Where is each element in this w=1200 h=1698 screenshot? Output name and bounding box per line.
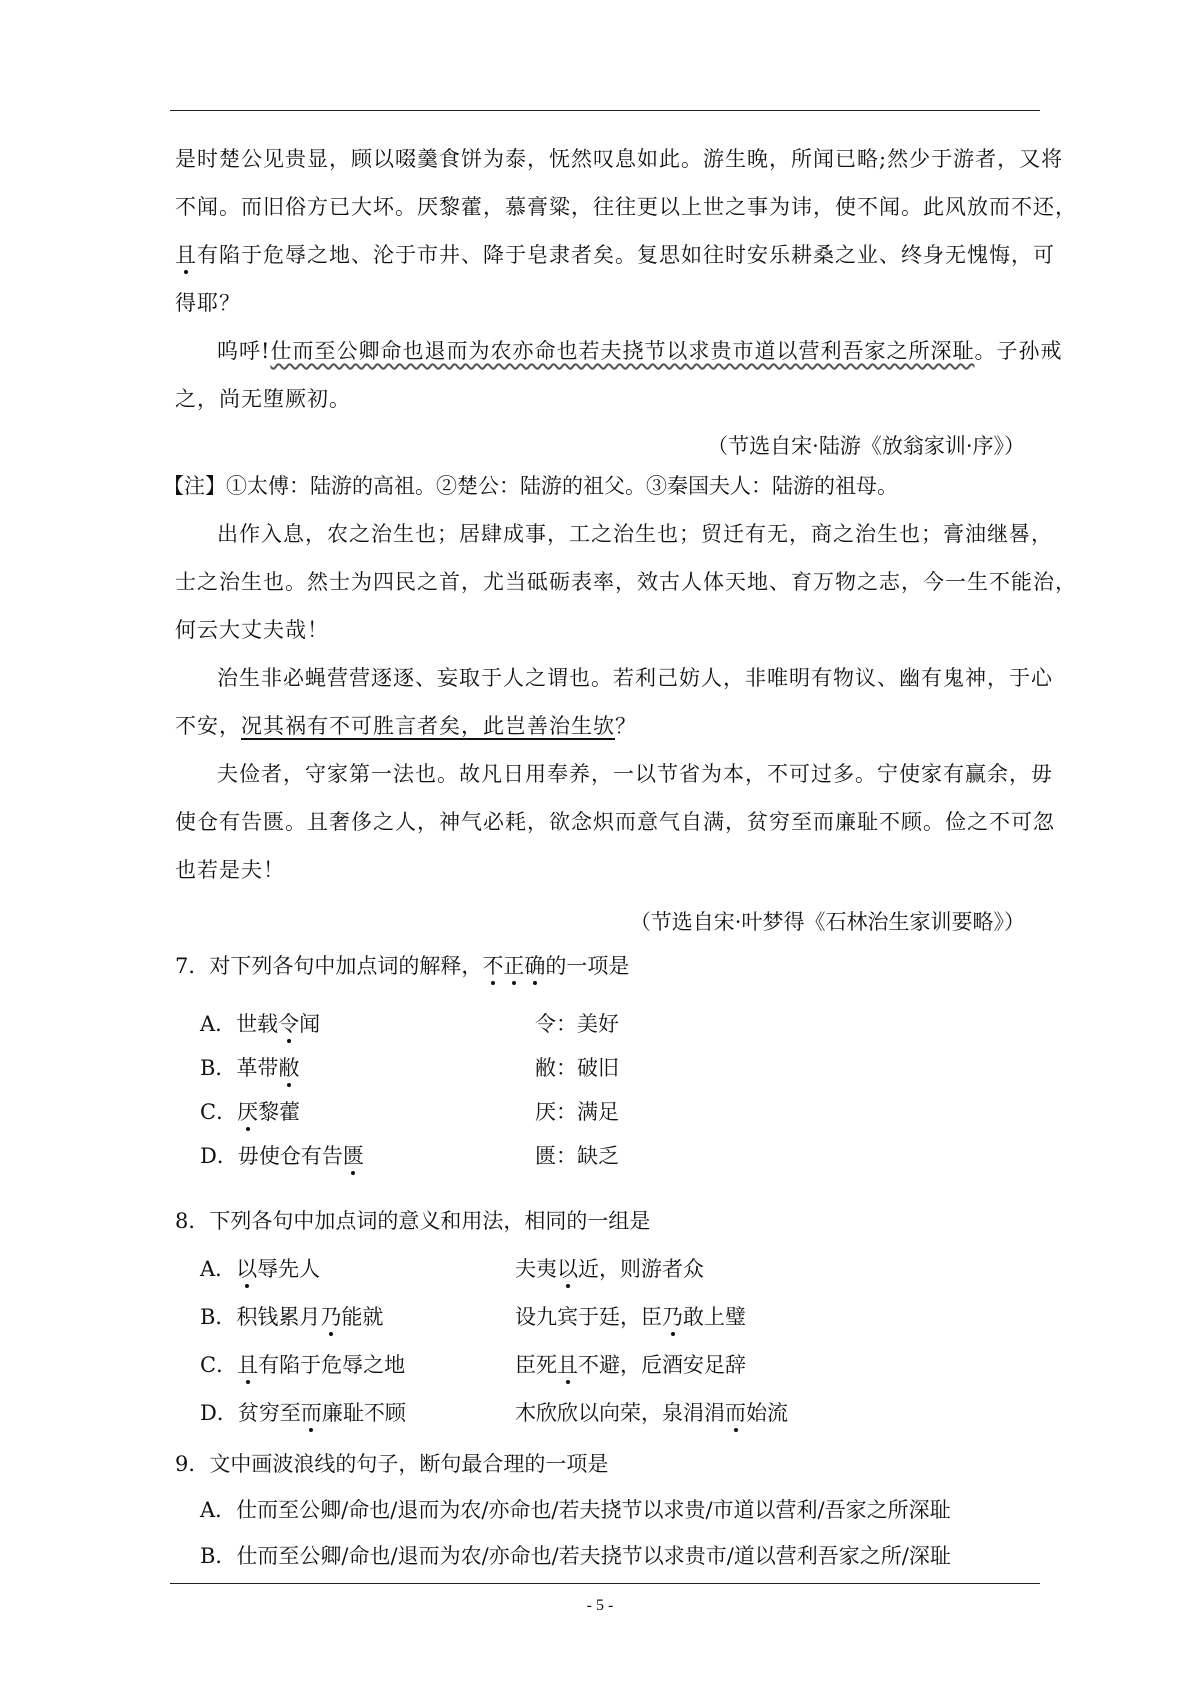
passage2-line: 何云大丈夫哉！ — [175, 618, 329, 642]
option-label: B． — [200, 1544, 237, 1568]
option-text: 设九宾于廷，臣 — [515, 1305, 662, 1329]
passage1-line: 不闻。而旧俗方已大坏。厌黎藿，慕膏粱，往往更以上世之事为讳，使不闻。此风放而不还， — [175, 195, 1077, 219]
source-citation: （节选自宋·陆游《放翁家训·序》） — [707, 434, 1025, 458]
wavy-underlined-sentence: 仕而至公卿命也退而为农亦命也若夫挠节以求贵市道以营利吾家之所深耻 — [270, 339, 975, 363]
option-text: 敢上璧 — [683, 1305, 746, 1329]
emphasis-char: 正 — [503, 954, 525, 978]
option-text: 能就 — [341, 1305, 384, 1329]
question-8-option-compare — [515, 1349, 746, 1379]
emphasis-char: 以 — [557, 1257, 578, 1281]
option-text: 黎藿 — [258, 1100, 301, 1124]
passage1-para2 — [175, 327, 1063, 375]
option-text: 仕而至公卿/命也/退而为农/亦命也/若夫挠节以求贵市/道以营利吾家之所/深耻 — [236, 1544, 951, 1568]
question-8-option-compare — [515, 1253, 704, 1283]
passage1-line: 是时楚公见贵显，顾以啜羹食饼为泰，怃然叹息如此。游生晚，所闻已略;然少于游者，又将 — [175, 147, 1064, 171]
question-8-stem: 8．下列各句中加点词的意义和用法，相同的一组是 — [175, 1209, 651, 1233]
stem-part: 7．对下列各句中加点词的解释， — [175, 954, 483, 978]
option-label: A． — [200, 1012, 237, 1036]
line-tail: ？ — [615, 714, 637, 738]
question-7-gloss: 敝：破旧 — [535, 1056, 619, 1080]
question-9-stem: 9．文中画波浪线的句子，断句最合理的一项是 — [175, 1452, 609, 1476]
option-label: B． — [200, 1056, 237, 1080]
emphasized-word — [482, 954, 545, 978]
option-text: 始流 — [746, 1401, 788, 1425]
question-7-gloss: 令：美好 — [535, 1012, 619, 1036]
option-text: 夫夷 — [515, 1257, 557, 1281]
question-8-option-compare — [515, 1397, 788, 1427]
passage1-line: 得耶？ — [175, 291, 241, 315]
passage2-line: 夫俭者，守家第一法也。故凡日用奉养，一以节省为本，不可过多。宁使家有赢余，毋 — [217, 762, 1053, 786]
emphasis-char: 以 — [236, 1257, 258, 1281]
question-8-option-d[interactable] — [200, 1397, 406, 1427]
interjection: 呜呼! — [217, 339, 271, 363]
emphasis-char: 乃 — [320, 1305, 342, 1329]
question-7-option-a[interactable] — [200, 1008, 320, 1038]
emphasis-char: 厌 — [237, 1100, 259, 1124]
passage2-line: 使仓有告匮。且奢侈之人，神气必耗，欲念炽而意气自满，贫穷至而廉耻不顾。俭之不可忽 — [175, 810, 1055, 834]
emphasis-char: 且 — [237, 1353, 259, 1377]
question-7-option-d[interactable] — [200, 1140, 364, 1170]
passage1-line — [175, 231, 1055, 279]
passage2-line: 士之治生也。然士为四民之首，尤当砥砺表率，效古人体天地、育万物之志，今一生不能治， — [175, 570, 1077, 594]
option-label: C． — [200, 1100, 238, 1124]
stem-part: 的一项是 — [545, 954, 630, 978]
option-label: B． — [200, 1305, 237, 1329]
emphasis-char: 敝 — [278, 1056, 300, 1080]
option-text: 仕而至公卿/命也/退而为农/亦命也/若夫挠节以求贵/市道以营利/吾家之所深耻 — [236, 1498, 951, 1522]
passage1-line: 之，尚无堕厥初。 — [175, 387, 351, 411]
option-text: 革带 — [236, 1056, 279, 1080]
option-text: 臣死 — [515, 1353, 557, 1377]
emphasis-char: 匮 — [342, 1144, 364, 1168]
para2-tail: 。子孙戒 — [974, 339, 1063, 363]
source-citation: （节选自宋·叶梦得《石林治生家训要略》） — [629, 910, 1025, 934]
option-text: 世载 — [236, 1012, 279, 1036]
emphasis-char: 乃 — [662, 1305, 683, 1329]
option-label: D． — [200, 1144, 238, 1168]
header-rule — [170, 110, 1040, 111]
emphasis-char: 而 — [300, 1401, 322, 1425]
option-label: D． — [200, 1401, 238, 1425]
emphasis-char: 令 — [278, 1012, 300, 1036]
option-label: C． — [200, 1353, 238, 1377]
question-7-option-b[interactable] — [200, 1052, 299, 1082]
option-text: 闻 — [299, 1012, 321, 1036]
footnote: 【注】①太傅：陆游的高祖。②楚公：陆游的祖父。③秦国夫人：陆游的祖母。 — [163, 474, 898, 498]
underlined-sentence: 况其祸有不可胜言者矣，此岂善治生欤 — [241, 714, 615, 738]
question-7-gloss: 厌：满足 — [535, 1100, 619, 1124]
option-text: 积钱累月 — [236, 1305, 321, 1329]
emphasis-char: 且 — [557, 1353, 578, 1377]
question-7-gloss: 匮：缺乏 — [535, 1144, 619, 1168]
option-label: A． — [200, 1257, 237, 1281]
option-label: A． — [200, 1498, 237, 1522]
option-text: 木欣欣以向荣，泉涓涓 — [515, 1401, 725, 1425]
passage1-line-text: 有陷于危辱之地、沦于市井、降于皂隶者矣。复思如往时安乐耕桑之业、终身无愧悔，可 — [197, 243, 1055, 267]
passage2-line: 治生非必蝇营营逐逐、妄取于人之谓也。若利己妨人，非唯明有物议、幽有鬼神，于心 — [217, 666, 1053, 690]
footer-rule — [170, 1583, 1040, 1584]
question-9-option-a[interactable] — [200, 1494, 951, 1524]
question-7-option-c[interactable] — [200, 1096, 300, 1126]
emphasis-char: 不 — [482, 954, 504, 978]
option-text: 辱先人 — [257, 1257, 321, 1281]
option-text: 有陷于危辱之地 — [258, 1353, 406, 1377]
option-text: 廉耻不顾 — [321, 1401, 406, 1425]
emphasis-char: 而 — [725, 1401, 746, 1425]
option-text: 不避，卮酒安足辞 — [578, 1353, 746, 1377]
question-8-option-a[interactable] — [200, 1253, 320, 1283]
page-number: - 5 - — [586, 1597, 614, 1614]
option-text: 毋使仓有告 — [237, 1144, 343, 1168]
passage2-line — [175, 702, 1035, 750]
question-8-option-b[interactable] — [200, 1301, 383, 1331]
option-text: 近，则游者众 — [578, 1257, 704, 1281]
emphasis-char: 确 — [524, 954, 546, 978]
question-8-option-c[interactable] — [200, 1349, 405, 1379]
line-lead: 不安， — [175, 714, 241, 738]
option-text: 贫穷至 — [237, 1401, 301, 1425]
question-8-option-compare — [515, 1301, 746, 1331]
question-7-stem — [175, 950, 629, 980]
question-9-option-b[interactable] — [200, 1540, 951, 1570]
passage2-line: 也若是夫！ — [175, 858, 285, 882]
passage2-line: 出作入息，农之治生也；居肆成事，工之治生也；贸迁有无，商之治生也；膏油继晷， — [217, 522, 1053, 546]
emphasis-char: 且 — [175, 243, 197, 267]
